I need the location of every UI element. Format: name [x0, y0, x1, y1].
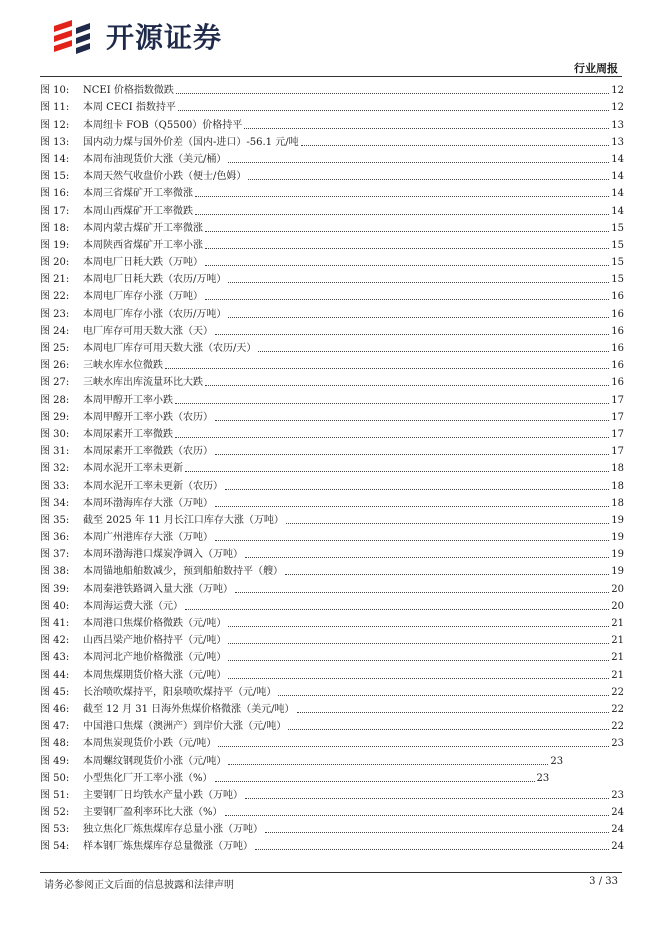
toc-dot-leader [165, 368, 609, 369]
toc-entry-page[interactable]: 15 [611, 257, 624, 269]
toc-entry[interactable] [40, 166, 624, 183]
toc-entry-title[interactable]: 本周秦港铁路调入量大涨（万吨） [83, 583, 233, 595]
toc-entry-number: 图 52: [40, 807, 70, 819]
toc-dot-leader [255, 849, 609, 850]
toc-dot-leader [248, 179, 609, 180]
toc-entry-title[interactable]: 电厂库存可用天数大涨（天） [83, 325, 213, 337]
toc-entry-number: 图 47: [40, 721, 70, 733]
toc-entry[interactable] [40, 80, 624, 97]
toc-entry-page[interactable]: 19 [611, 532, 624, 544]
toc-entry-number: 图 45: [40, 686, 70, 698]
toc-entry-number: 图 30: [40, 428, 70, 440]
toc-dot-leader [215, 454, 609, 455]
toc-entry-page[interactable]: 16 [611, 325, 624, 337]
toc-entry[interactable] [40, 733, 624, 750]
toc-dot-leader [215, 334, 609, 335]
toc-entry-title[interactable]: 本周河北产地价格微涨（元/吨） [83, 652, 227, 664]
toc-entry-page[interactable]: 14 [611, 205, 624, 217]
toc-entry-title[interactable]: 本周山西煤矿开工率微跌 [83, 205, 193, 217]
toc-entry-title[interactable]: 样本钢厂炼焦煤库存总量微涨（万吨） [83, 841, 253, 853]
toc-entry-number: 图 25: [40, 343, 70, 354]
toc-dot-leader [244, 128, 609, 129]
toc-entry[interactable] [40, 441, 624, 458]
toc-entry-title[interactable]: 本周环渤海库存大涨（万吨） [83, 497, 213, 509]
toc-dot-leader [278, 695, 609, 696]
toc-dot-leader [185, 609, 609, 610]
toc-entry[interactable] [40, 802, 624, 819]
toc-entry-number: 图 17: [40, 205, 70, 217]
toc-entry[interactable] [40, 407, 624, 424]
toc-entry-page[interactable]: 24 [611, 841, 624, 853]
company-logo [50, 16, 222, 56]
toc-entry-title[interactable]: 本周尿素开工率微跌 [83, 428, 173, 440]
figure-table-of-contents [40, 80, 624, 853]
toc-entry-title[interactable]: 本周海运费大涨（元） [83, 600, 183, 612]
toc-entry-page[interactable]: 19 [611, 514, 624, 526]
toc-entry[interactable] [40, 286, 624, 303]
toc-dot-leader [228, 764, 548, 765]
toc-entry-page[interactable]: 16 [611, 360, 624, 372]
toc-entry-number: 图 50: [40, 772, 70, 784]
toc-entry-page[interactable]: 20 [611, 600, 624, 612]
toc-dot-leader [235, 592, 609, 593]
toc-dot-leader [228, 317, 609, 318]
logo-mark-icon [50, 16, 102, 56]
toc-entry[interactable] [40, 200, 624, 217]
toc-entry[interactable] [40, 527, 624, 544]
toc-entry-page[interactable]: 16 [611, 291, 624, 303]
toc-entry-title[interactable]: 本周锚地船舶数减少，预到船舶数持平（艘） [83, 566, 283, 578]
report-type-label: 行业周报 [574, 62, 618, 75]
toc-entry-page[interactable]: 23 [550, 755, 564, 767]
toc-entry[interactable] [40, 544, 624, 561]
toc-entry-number: 图 22: [40, 291, 70, 303]
toc-dot-leader [228, 643, 609, 644]
toc-dot-leader [297, 712, 610, 713]
toc-dot-leader [218, 746, 609, 747]
toc-entry[interactable] [40, 768, 624, 785]
toc-dot-leader [228, 660, 609, 661]
toc-entry-number: 图 40: [40, 600, 70, 612]
toc-dot-leader [215, 540, 609, 541]
toc-entry-title[interactable]: 本周三省煤矿开工率微涨 [83, 188, 193, 200]
toc-entry[interactable] [40, 819, 624, 836]
toc-entry-title[interactable]: 本周焦炭现货价小跌（元/吨） [83, 738, 217, 750]
toc-dot-leader [245, 798, 609, 799]
toc-dot-leader [225, 815, 610, 816]
toc-entry-page[interactable]: 17 [611, 394, 624, 406]
toc-entry-title[interactable]: 本周电厂日耗大跌（农历/万吨） [83, 274, 227, 286]
toc-entry-page[interactable]: 21 [611, 618, 624, 629]
toc-entry-title[interactable]: 本周天然气收盘价小跌（便士/色姆） [83, 171, 247, 183]
toc-entry-title[interactable]: 截至 2025 年 11 月长江口库存大涨（万吨） [83, 514, 284, 526]
toc-entry-title[interactable]: 三峡水库出库流量环比大跌 [83, 377, 203, 389]
toc-entry-number: 图 41: [40, 618, 70, 629]
toc-entry-title[interactable]: 截至 12 月 31 日海外焦煤价格微涨（美元/吨） [83, 703, 295, 715]
toc-entry[interactable] [40, 458, 624, 475]
toc-entry-title[interactable]: 本周电厂库存小涨（万吨） [83, 291, 203, 303]
toc-entry-title[interactable]: 本周电厂库存小涨（农历/万吨） [83, 308, 227, 320]
toc-entry[interactable] [40, 613, 624, 630]
toc-entry-page[interactable]: 15 [611, 222, 624, 234]
toc-entry-page[interactable]: 23 [536, 772, 550, 784]
toc-entry-page[interactable]: 18 [611, 463, 624, 475]
toc-entry-page[interactable]: 15 [611, 274, 624, 286]
toc-entry-number: 图 48: [40, 738, 70, 750]
toc-entry[interactable] [40, 630, 624, 647]
toc-entry-number: 图 21: [40, 274, 70, 286]
toc-entry-title[interactable]: 本周甲醇开工率小跌 [83, 394, 173, 406]
toc-entry-title[interactable]: 本周 CECI 指数持平 [83, 102, 176, 114]
toc-entry-number: 图 11: [40, 102, 70, 114]
toc-entry[interactable] [40, 785, 624, 802]
toc-entry-page[interactable]: 21 [611, 635, 624, 647]
toc-entry-number: 图 53: [40, 824, 70, 836]
toc-entry-number: 图 23: [40, 308, 70, 320]
toc-entry[interactable] [40, 252, 624, 269]
toc-entry-title[interactable]: 本周广州港库存大涨（万吨） [83, 532, 213, 544]
toc-entry[interactable] [40, 578, 624, 595]
toc-entry[interactable] [40, 321, 624, 338]
toc-entry-number: 图 12: [40, 119, 70, 131]
toc-entry-page[interactable]: 12 [611, 102, 624, 114]
toc-entry-title[interactable]: 中国港口焦煤（澳洲产）到岸价大涨（元/吨） [83, 721, 287, 733]
toc-entry[interactable] [40, 149, 624, 166]
toc-entry-number: 图 54: [40, 841, 70, 853]
toc-entry-number: 图 46: [40, 703, 70, 715]
toc-entry[interactable] [40, 218, 624, 235]
toc-entry-title[interactable]: 本周螺纹钢现货价小涨（元/吨） [83, 755, 227, 767]
toc-dot-leader [205, 231, 609, 232]
toc-entry[interactable] [40, 97, 624, 114]
toc-dot-leader [288, 729, 609, 730]
toc-entry[interactable] [40, 682, 624, 699]
toc-dot-leader [175, 403, 609, 404]
toc-entry-page[interactable]: 24 [611, 824, 624, 836]
toc-entry-number: 图 15: [40, 171, 70, 183]
header-divider [40, 76, 622, 77]
toc-entry-number: 图 33: [40, 480, 70, 492]
footer-divider [40, 872, 622, 873]
toc-dot-leader [205, 248, 609, 249]
toc-dot-leader [178, 110, 609, 111]
toc-entry-title[interactable]: 主要钢厂盈利率环比大涨（%） [83, 807, 223, 819]
toc-entry-page[interactable]: 17 [611, 411, 624, 423]
toc-entry-number: 图 24: [40, 325, 70, 337]
toc-entry[interactable] [40, 510, 624, 527]
toc-entry-page[interactable]: 22 [611, 686, 624, 698]
toc-dot-leader [301, 145, 610, 146]
toc-entry-number: 图 16: [40, 188, 70, 200]
toc-entry-page[interactable]: 22 [611, 721, 624, 733]
toc-entry-number: 图 36: [40, 532, 70, 544]
toc-entry-number: 图 10: [40, 85, 70, 97]
toc-entry-page[interactable]: 14 [611, 171, 624, 183]
toc-dot-leader [185, 471, 609, 472]
toc-entry-page[interactable]: 18 [611, 497, 624, 509]
toc-entry-title[interactable]: 本周尿素开工率微跌（农历） [83, 446, 213, 458]
toc-entry-title[interactable]: 本周焦煤期货价格大涨（元/吨） [83, 669, 227, 681]
toc-entry-number: 图 14: [40, 153, 70, 165]
toc-entry-page[interactable]: 19 [611, 566, 624, 578]
toc-entry[interactable] [40, 716, 624, 733]
toc-entry-page[interactable]: 21 [611, 652, 624, 664]
toc-entry[interactable] [40, 303, 624, 320]
toc-entry-title[interactable]: 本周环渤海港口煤炭净调入（万吨） [83, 549, 243, 561]
toc-entry[interactable] [40, 355, 624, 372]
toc-dot-leader [205, 299, 609, 300]
toc-dot-leader [228, 678, 609, 679]
page-number: 3 / 33 [589, 876, 618, 887]
toc-entry[interactable] [40, 269, 624, 286]
toc-entry[interactable] [40, 836, 624, 853]
toc-entry-number: 图 31: [40, 446, 70, 458]
toc-entry-number: 图 27: [40, 377, 70, 389]
toc-entry-title[interactable]: 山西吕梁产地价格持平（元/吨） [83, 635, 227, 647]
toc-entry-title[interactable]: 国内动力煤与国外价差（国内-进口）-56.1 元/吨 [83, 136, 299, 148]
toc-entry[interactable] [40, 424, 624, 441]
toc-entry-title[interactable]: 本周陕西省煤矿开工率小涨 [83, 239, 203, 251]
toc-entry[interactable] [40, 699, 624, 716]
toc-dot-leader [195, 196, 609, 197]
toc-entry[interactable] [40, 475, 624, 492]
toc-entry-number: 图 49: [40, 755, 70, 767]
toc-dot-leader [245, 557, 609, 558]
toc-entry-number: 图 38: [40, 566, 70, 578]
toc-dot-leader [215, 506, 609, 507]
toc-entry[interactable] [40, 183, 624, 200]
toc-entry-page[interactable]: 16 [611, 308, 624, 320]
toc-entry-page[interactable]: 17 [611, 428, 624, 440]
toc-entry-number: 图 39: [40, 583, 70, 595]
logo-text: 开源证券 [106, 21, 223, 54]
toc-entry-title[interactable]: 本周水泥开工率未更新（农历） [83, 480, 223, 492]
toc-entry-page[interactable]: 20 [611, 583, 624, 595]
toc-entry[interactable] [40, 750, 624, 767]
toc-entry[interactable] [40, 389, 624, 406]
toc-entry-number: 图 32: [40, 463, 70, 475]
toc-entry-number: 图 26: [40, 360, 70, 372]
toc-entry-number: 图 37: [40, 549, 70, 561]
toc-entry-page[interactable]: 16 [611, 343, 624, 354]
toc-entry[interactable] [40, 235, 624, 252]
toc-entry-title[interactable]: 三峡水库水位微跌 [83, 360, 163, 372]
toc-entry[interactable] [40, 493, 624, 510]
toc-dot-leader [205, 385, 609, 386]
toc-entry-page[interactable]: 23 [611, 789, 624, 801]
footer-disclaimer: 请务必参阅正文后面的信息披露和法律声明 [44, 880, 234, 891]
toc-entry-number: 图 43: [40, 652, 70, 664]
toc-dot-leader [285, 574, 609, 575]
toc-dot-leader [215, 781, 535, 782]
toc-entry-page[interactable]: 18 [611, 480, 624, 492]
toc-entry-page[interactable]: 13 [611, 136, 624, 148]
toc-entry-page[interactable]: 23 [611, 738, 624, 750]
toc-dot-leader [228, 626, 609, 627]
toc-entry-title[interactable]: 本周甲醇开工率小跌（农历） [83, 411, 213, 423]
toc-entry-page[interactable]: 21 [611, 669, 624, 681]
toc-dot-leader [228, 282, 609, 283]
toc-dot-leader [175, 437, 609, 438]
toc-entry-number: 图 18: [40, 222, 70, 234]
toc-entry-title[interactable]: 本周港口焦煤价格微跌（元/吨） [83, 618, 227, 629]
toc-entry-page[interactable]: 24 [611, 807, 624, 819]
toc-entry-title[interactable]: 主要钢厂日均铁水产量小跌（万吨） [83, 789, 243, 801]
toc-dot-leader [215, 420, 609, 421]
toc-dot-leader [176, 93, 609, 94]
toc-entry-page[interactable]: 13 [611, 119, 624, 131]
toc-entry-page[interactable]: 22 [611, 703, 624, 715]
toc-dot-leader [286, 523, 609, 524]
toc-entry-title[interactable]: 本周内蒙古煤矿开工率微涨 [83, 222, 203, 234]
toc-entry-number: 图 35: [40, 514, 70, 526]
toc-entry[interactable] [40, 596, 624, 613]
toc-entry-title[interactable]: 独立焦化厂炼焦煤库存总量小涨（万吨） [83, 824, 263, 836]
toc-entry[interactable] [40, 372, 624, 389]
toc-entry-number: 图 28: [40, 394, 70, 406]
toc-entry-number: 图 13: [40, 136, 70, 148]
toc-dot-leader [265, 832, 609, 833]
toc-entry-title[interactable]: 本周电厂日耗大跌（万吨） [83, 257, 203, 269]
toc-entry-page[interactable]: 12 [611, 85, 624, 97]
toc-dot-leader [205, 265, 609, 266]
toc-entry-number: 图 42: [40, 635, 70, 647]
toc-entry[interactable] [40, 338, 624, 355]
toc-dot-leader [225, 489, 609, 490]
toc-entry-number: 图 34: [40, 497, 70, 509]
toc-entry-page[interactable]: 16 [611, 377, 624, 389]
toc-entry-number: 图 44: [40, 669, 70, 681]
toc-entry[interactable] [40, 664, 624, 681]
toc-entry-number: 图 29: [40, 411, 70, 423]
toc-entry-title[interactable]: 本周水泥开工率未更新 [83, 463, 183, 475]
toc-entry-title[interactable]: 本周布油现货价大涨（美元/桶） [83, 153, 227, 165]
toc-entry-number: 图 51: [40, 789, 70, 801]
toc-entry-title[interactable]: 本周电厂库存可用天数大涨（农历/天） [83, 343, 257, 354]
toc-entry-page[interactable]: 15 [611, 239, 624, 251]
toc-entry-title[interactable]: 本周纽卡 FOB（Q5500）价格持平 [83, 119, 243, 131]
toc-entry[interactable] [40, 114, 624, 131]
toc-dot-leader [228, 162, 609, 163]
toc-entry-title[interactable]: 长治喷吹煤持平，阳泉喷吹煤持平（元/吨） [83, 686, 277, 698]
toc-entry-number: 图 20: [40, 257, 70, 269]
toc-entry-title[interactable]: NCEI 价格指数微跌 [83, 85, 174, 97]
toc-entry-page[interactable]: 19 [611, 549, 624, 561]
toc-entry[interactable] [40, 132, 624, 149]
toc-entry[interactable] [40, 647, 624, 664]
toc-entry-title[interactable]: 小型焦化厂开工率小涨（%） [83, 772, 213, 784]
toc-dot-leader [258, 351, 609, 352]
toc-entry-page[interactable]: 14 [611, 188, 624, 200]
toc-entry-page[interactable]: 14 [611, 153, 624, 165]
toc-entry[interactable] [40, 561, 624, 578]
toc-entry-number: 图 19: [40, 239, 70, 251]
toc-entry-page[interactable]: 17 [611, 446, 624, 458]
toc-dot-leader [195, 214, 609, 215]
